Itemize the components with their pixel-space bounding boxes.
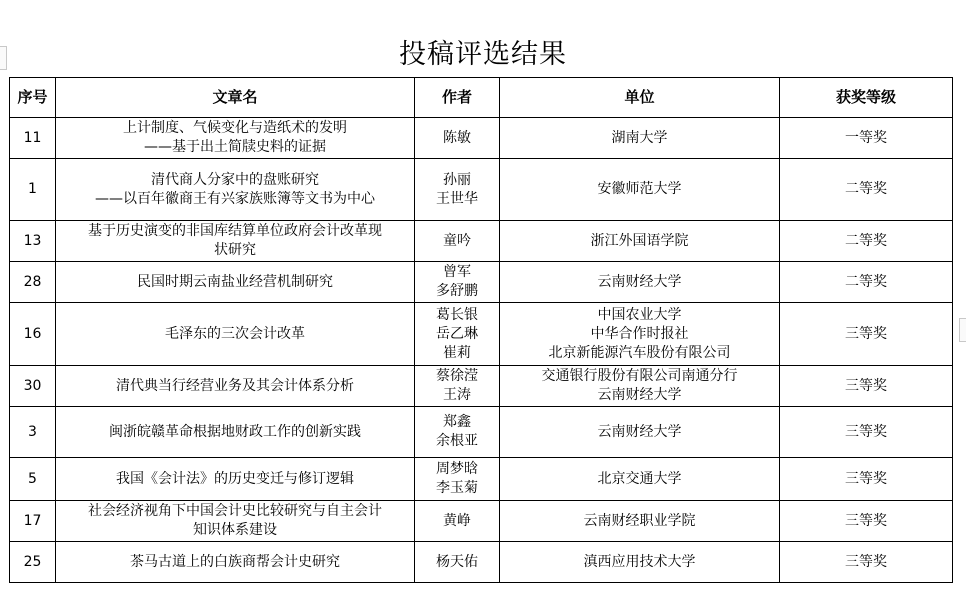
cell-authors-line: 王涛: [443, 387, 471, 403]
cell-article-line: 上计制度、气候变化与造纸术的发明: [123, 120, 347, 136]
cell-units-line: 北京新能源汽车股份有限公司: [548, 344, 731, 361]
cell-article-line: 清代典当行经营业务及其会计体系分析: [116, 377, 354, 394]
cell-authors-line: 童吟: [443, 232, 471, 249]
cell-article-line: 状研究: [214, 242, 256, 258]
cell-authors: [415, 542, 500, 583]
cell-authors-line: 蔡徐滢: [436, 368, 478, 384]
cell-no: 5: [10, 458, 56, 501]
cell-units-line: 云南财经大学: [597, 387, 682, 403]
table-row: [10, 542, 953, 583]
cell-authors-line: 黄峥: [443, 512, 471, 529]
cell-no: 13: [10, 221, 56, 262]
cell-units: [500, 458, 780, 501]
cell-units-line: 交通银行股份有限公司南通分行: [541, 368, 738, 384]
header-no: 序号: [10, 78, 56, 118]
table-row: [10, 159, 953, 221]
cell-authors-line: 陈敏: [443, 129, 471, 146]
cell-article: [56, 407, 415, 458]
cell-article-line: 基于历史演变的非国库结算单位政府会计改革现: [88, 223, 382, 239]
cell-authors: [415, 118, 500, 159]
cell-authors-line: 曾军: [443, 264, 471, 280]
cell-authors-line: 岳乙琳: [436, 325, 478, 342]
cell-no: 28: [10, 262, 56, 303]
cell-article-line: ——以百年徽商王有兴家族账簿等文书为中心: [95, 190, 375, 207]
cell-no: 1: [10, 159, 56, 221]
cell-units: [500, 542, 780, 583]
cell-article-line: 社会经济视角下中国会计史比较研究与自主会计: [88, 503, 382, 519]
cell-units-line: 云南财经职业学院: [583, 512, 696, 529]
table-row: [10, 303, 953, 366]
cell-units: [500, 221, 780, 262]
cell-units-line: 滇西应用技术大学: [583, 553, 696, 570]
table-row: [10, 458, 953, 501]
cell-authors-line: 杨天佑: [436, 553, 478, 570]
cell-units-line: 中国农业大学: [597, 306, 682, 323]
cell-award: 三等奖: [780, 542, 953, 583]
cell-article-line: ——基于出土简牍史料的证据: [144, 139, 326, 155]
cell-units-line: 安徽师范大学: [597, 181, 682, 197]
cell-authors: [415, 501, 500, 542]
cell-units-line: 浙江外国语学院: [590, 232, 689, 249]
cell-authors: [415, 262, 500, 303]
cell-article-line: 毛泽东的三次会计改革: [165, 325, 305, 342]
cell-authors-line: 崔莉: [443, 344, 471, 361]
cell-authors-line: 周梦晗: [436, 461, 478, 477]
results-table: [9, 77, 953, 583]
table-header-row: [10, 78, 953, 118]
cell-article: [56, 458, 415, 501]
cell-no: 16: [10, 303, 56, 366]
header-award: 获奖等级: [780, 78, 953, 118]
cell-award: 二等奖: [780, 159, 953, 221]
cell-no: 3: [10, 407, 56, 458]
cell-authors-line: 葛长银: [436, 306, 478, 323]
cell-authors: [415, 458, 500, 501]
cell-award: 一等奖: [780, 118, 953, 159]
cell-authors: [415, 221, 500, 262]
cell-no: 30: [10, 366, 56, 407]
cell-authors: [415, 407, 500, 458]
cell-no: 17: [10, 501, 56, 542]
cell-award: 三等奖: [780, 366, 953, 407]
cell-article: [56, 303, 415, 366]
cell-award: 三等奖: [780, 501, 953, 542]
cell-article: [56, 262, 415, 303]
cell-authors-line: 余根亚: [436, 433, 478, 449]
header-author: 作者: [415, 78, 500, 118]
table-row: [10, 407, 953, 458]
cell-award: 二等奖: [780, 262, 953, 303]
cell-units: [500, 159, 780, 221]
cell-authors-line: 郑鑫: [443, 414, 471, 430]
cell-units-line: 云南财经大学: [597, 273, 682, 290]
page-edge-marker-right: [959, 318, 966, 342]
cell-article-line: 清代商人分家中的盘账研究: [151, 171, 319, 188]
cell-award: 二等奖: [780, 221, 953, 262]
cell-units: [500, 366, 780, 407]
cell-authors-line: 多舒鹏: [436, 283, 478, 299]
cell-article: [56, 542, 415, 583]
cell-units-line: 湖南大学: [611, 129, 668, 146]
cell-authors-line: 李玉菊: [436, 480, 478, 496]
cell-units: [500, 407, 780, 458]
table-row: [10, 221, 953, 262]
cell-units-line: 中华合作时报社: [590, 325, 689, 342]
cell-article-line: 知识体系建设: [193, 522, 277, 538]
table-row: [10, 118, 953, 159]
cell-article-line: 我国《会计法》的历史变迁与修订逻辑: [116, 470, 354, 487]
cell-article: [56, 366, 415, 407]
cell-authors: [415, 159, 500, 221]
cell-authors-line: 王世华: [436, 190, 478, 207]
table-row: [10, 366, 953, 407]
cell-units: [500, 501, 780, 542]
cell-units: [500, 303, 780, 366]
cell-units: [500, 118, 780, 159]
cell-article: [56, 159, 415, 221]
header-article: 文章名: [56, 78, 415, 118]
cell-article: [56, 118, 415, 159]
cell-award: 三等奖: [780, 407, 953, 458]
cell-no: 25: [10, 542, 56, 583]
header-unit: 单位: [500, 78, 780, 118]
cell-authors-line: 孙丽: [443, 171, 471, 188]
cell-units: [500, 262, 780, 303]
cell-units-line: 云南财经大学: [597, 423, 682, 440]
cell-award: 三等奖: [780, 303, 953, 366]
table-row: [10, 501, 953, 542]
cell-authors: [415, 366, 500, 407]
cell-no: 11: [10, 118, 56, 159]
cell-article-line: 茶马古道上的白族商帮会计史研究: [130, 553, 340, 570]
table-row: [10, 262, 953, 303]
cell-article-line: 民国时期云南盐业经营机制研究: [137, 273, 333, 290]
cell-award: 三等奖: [780, 458, 953, 501]
cell-article-line: 闽浙皖赣革命根据地财政工作的创新实践: [109, 423, 361, 440]
page-title: 投稿评选结果: [399, 39, 567, 70]
cell-authors: [415, 303, 500, 366]
cell-units-line: 北京交通大学: [597, 470, 682, 487]
cell-article: [56, 221, 415, 262]
cell-article: [56, 501, 415, 542]
